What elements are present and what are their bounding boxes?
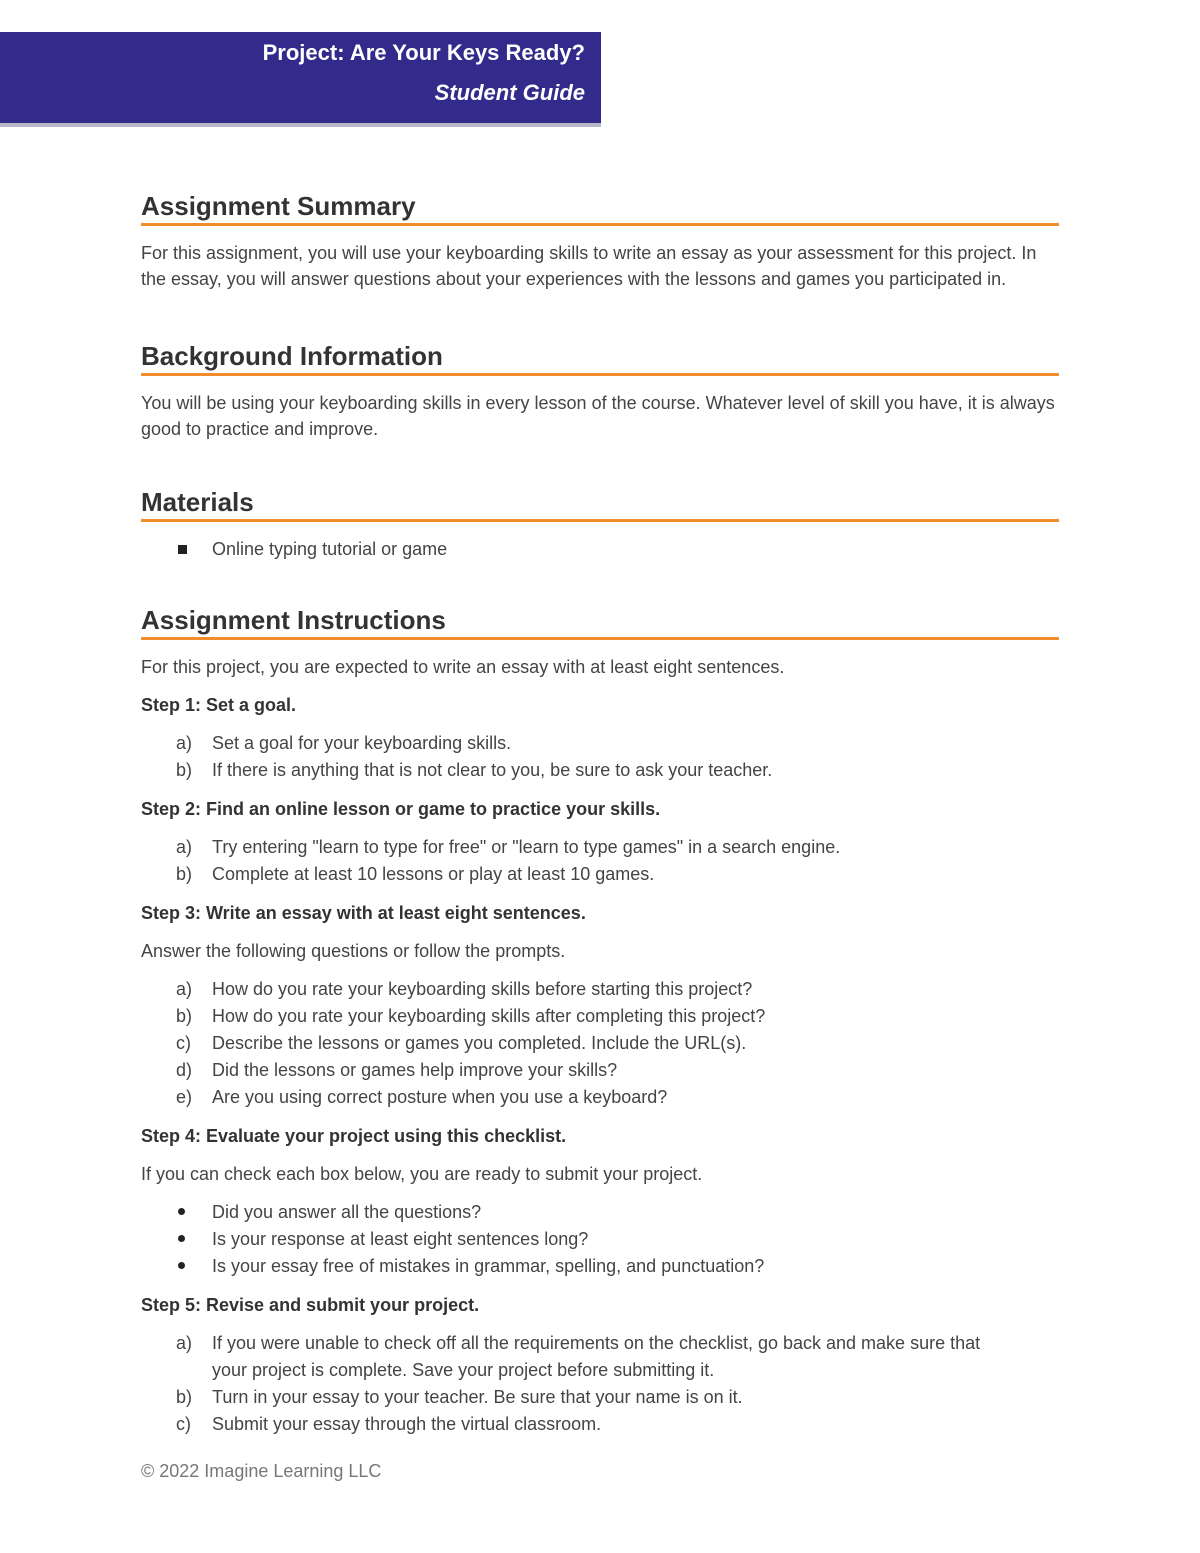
list-item-text: Turn in your essay to your teacher. Be sure that your name is on it. (212, 1387, 743, 1407)
list-item-text: If there is anything that is not clear to you, be sure to ask your teacher. (212, 760, 773, 780)
bullet-dot-icon (178, 1208, 185, 1215)
document-title: Project: Are Your Keys Ready? (262, 40, 585, 65)
list-letter: c) (176, 1033, 191, 1053)
list-letter: b) (176, 864, 193, 884)
header-band (0, 32, 601, 123)
list-letter: a) (176, 837, 193, 857)
list-letter: c) (176, 1414, 191, 1434)
list-letter: a) (176, 1333, 193, 1353)
step-4-lead: If you can check each box below, you are ready to submit your project. (141, 1164, 703, 1184)
step-3-lead: Answer the following questions or follow the prompts. (141, 941, 566, 961)
list-item-text: Is your essay free of mistakes in grammar, spelling, and punctuation? (212, 1256, 765, 1276)
materials-list (141, 536, 1059, 562)
section-heading: Assignment Summary (141, 190, 1059, 226)
copyright-footer: © 2022 Imagine Learning LLC (141, 1461, 382, 1481)
list-item (141, 861, 1059, 888)
list-letter: a) (176, 979, 193, 999)
list-item-text: Submit your essay through the virtual classroom. (212, 1414, 602, 1434)
list-item-text: Set a goal for your keyboarding skills. (212, 733, 512, 753)
step-3-title: Step 3: Write an essay with at least eight sentences. (141, 903, 586, 923)
list-item (141, 834, 1059, 861)
list-item (141, 730, 1059, 757)
square-bullet-icon (178, 545, 187, 554)
list-letter: b) (176, 760, 193, 780)
step-3-list (141, 976, 1059, 1111)
bullet-dot-icon (178, 1262, 185, 1269)
list-item (141, 536, 1059, 562)
section-background-information (141, 340, 1059, 442)
list-item-text: How do you rate your keyboarding skills before starting this project? (212, 979, 753, 999)
list-item (141, 1253, 1059, 1280)
step-4-title: Step 4: Evaluate your project using this checklist. (141, 1126, 567, 1146)
section-materials (141, 486, 1059, 562)
document-subtitle: Student Guide (434, 80, 585, 105)
step-1-title: Step 1: Set a goal. (141, 695, 297, 715)
step-2-title: Step 2: Find an online lesson or game to practice your skills. (141, 799, 661, 819)
list-item (141, 1226, 1059, 1253)
step-5-title: Step 5: Revise and submit your project. (141, 1295, 480, 1315)
step-5-list (141, 1330, 1059, 1438)
list-item-text: Complete at least 10 lessons or play at least 10 games. (212, 864, 655, 884)
list-item (141, 1084, 1059, 1111)
bullet-dot-icon (178, 1235, 185, 1242)
list-item-text: If you were unable to check off all the requirements on the checklist, go back and make sure that your project is complete. Save your project before submitting it. (212, 1333, 981, 1380)
section-heading: Assignment Instructions (141, 604, 1059, 640)
list-item (141, 976, 1059, 1003)
list-item (141, 1330, 1059, 1384)
list-letter: b) (176, 1387, 193, 1407)
section-heading: Background Information (141, 340, 1059, 376)
list-letter: a) (176, 733, 193, 753)
list-item (141, 1411, 1059, 1438)
list-item (141, 1030, 1059, 1057)
list-item-text: Try entering "learn to type for free" or "learn to type games" in a search engine. (212, 837, 841, 857)
list-item-text: Online typing tutorial or game (212, 539, 448, 559)
list-item-text: Did you answer all the questions? (212, 1202, 482, 1222)
list-item (141, 1199, 1059, 1226)
list-item-text: Describe the lessons or games you completed. Include the URL(s). (212, 1033, 747, 1053)
step-4-checklist (141, 1199, 1059, 1280)
list-item (141, 1057, 1059, 1084)
instructions-intro: For this project, you are expected to write an essay with at least eight sentences. (141, 657, 785, 677)
list-item-text: Are you using correct posture when you use a keyboard? (212, 1087, 668, 1107)
list-letter: e) (176, 1087, 193, 1107)
section-assignment-summary (141, 190, 1059, 292)
section-heading: Materials (141, 486, 1059, 522)
list-item-text: Is your response at least eight sentences long? (212, 1229, 589, 1249)
summary-text: For this assignment, you will use your keyboarding skills to write an essay as your assessment for this project. In the essay, you will answer questions about your experiences with the lessons and games you participated in. (141, 243, 1037, 289)
list-item (141, 757, 1059, 784)
list-item (141, 1384, 1059, 1411)
step-2-list (141, 834, 1059, 888)
background-text: You will be using your keyboarding skills in every lesson of the course. Whatever level of skill you have, it is always good to practice and improve. (141, 393, 1055, 439)
list-letter: d) (176, 1060, 193, 1080)
document-body (141, 190, 1059, 1438)
list-item (141, 1003, 1059, 1030)
step-1-list (141, 730, 1059, 784)
list-letter: b) (176, 1006, 193, 1026)
list-item-text: Did the lessons or games help improve your skills? (212, 1060, 618, 1080)
section-assignment-instructions (141, 604, 1059, 1438)
list-item-text: How do you rate your keyboarding skills after completing this project? (212, 1006, 766, 1026)
